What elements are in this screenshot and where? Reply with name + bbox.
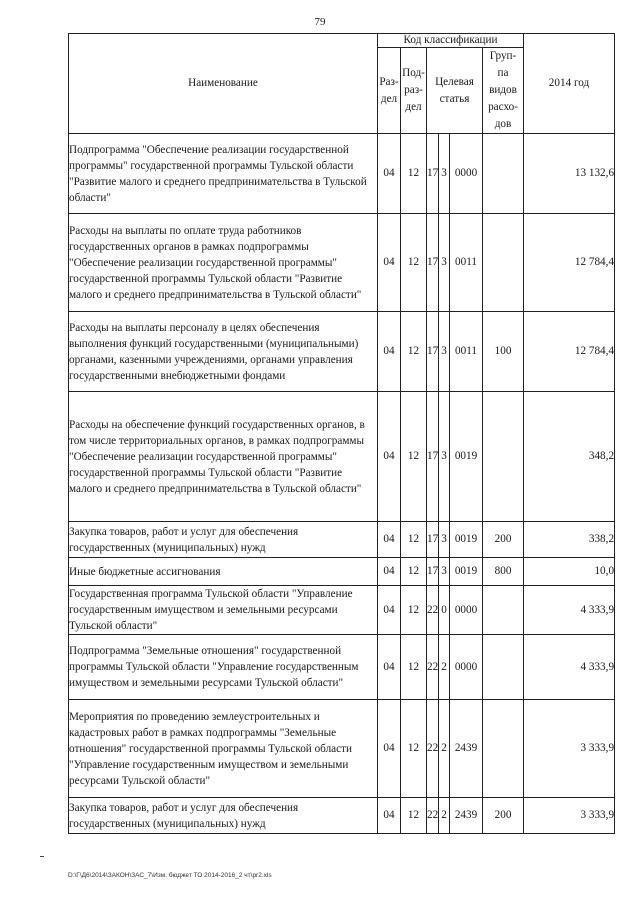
- row-subsection: 12: [401, 522, 427, 558]
- row-target-subprogram: 3: [439, 312, 450, 392]
- row-expense-group: [483, 586, 524, 635]
- row-expense-group: 800: [483, 558, 524, 586]
- row-target-item: 0000: [450, 134, 483, 214]
- row-name: Закупка товаров, работ и услуг для обеспечения государственных (муниципальных) нужд: [69, 798, 378, 834]
- row-section: 04: [378, 586, 401, 635]
- row-target-item: 0011: [450, 312, 483, 392]
- header-classification-code: Код классификации: [378, 34, 524, 48]
- row-expense-group: [483, 700, 524, 798]
- row-subsection: 12: [401, 635, 427, 700]
- row-subsection: 12: [401, 392, 427, 522]
- row-amount: 12 784,4: [524, 312, 615, 392]
- row-section: 04: [378, 312, 401, 392]
- table-row: [69, 798, 615, 834]
- row-name: Закупка товаров, работ и услуг для обеспечения государственных (муниципальных) нужд: [69, 522, 378, 558]
- row-target-program: 17: [427, 392, 439, 522]
- row-target-subprogram: 3: [439, 134, 450, 214]
- header-year: 2014 год: [524, 34, 615, 134]
- row-subsection: 12: [401, 586, 427, 635]
- row-expense-group: 100: [483, 312, 524, 392]
- header-subsection: Под- раз- дел: [401, 48, 427, 134]
- row-target-item: 0011: [450, 214, 483, 312]
- table-row: [69, 558, 615, 586]
- row-section: 04: [378, 558, 401, 586]
- row-target-program: 17: [427, 134, 439, 214]
- row-amount: 4 333,9: [524, 586, 615, 635]
- table-row: [69, 635, 615, 700]
- table-row: [69, 700, 615, 798]
- row-name: Государственная программа Тульской области "Управление государственным имуществом и земельными ресурсами Тульской области": [69, 586, 378, 635]
- header-name: Наименование: [69, 34, 378, 134]
- row-section: 04: [378, 700, 401, 798]
- row-target-item: 0000: [450, 586, 483, 635]
- header-target-article: Целевая статья: [427, 48, 483, 134]
- table-row: [69, 522, 615, 558]
- row-section: 04: [378, 798, 401, 834]
- row-target-item: 2439: [450, 798, 483, 834]
- row-name: Мероприятия по проведению землеустроительных и кадастровых работ в рамках подпрограммы "Земельные отношения" государственной программы Тульской области "Управление государственным имуществом и земельными ресурсами Тульской области": [69, 700, 378, 798]
- row-target-subprogram: 3: [439, 558, 450, 586]
- row-target-item: 2439: [450, 700, 483, 798]
- row-target-program: 17: [427, 214, 439, 312]
- row-name: Расходы на выплаты персоналу в целях обеспечения выполнения функций государственными (муниципальными) органами, казенными учреждениями, органами управления государственными внебюджетными фондами: [69, 312, 378, 392]
- row-name: Расходы на обеспечение функций государственных органов, в том числе территориальных органов, в рамках подпрограммы "Обеспечение реализации государственной программы" государственной программы Тульской области "Развитие малого и среднего предпринимательства в Тульской области": [69, 392, 378, 522]
- row-expense-group: 200: [483, 798, 524, 834]
- row-subsection: 12: [401, 214, 427, 312]
- row-amount: 10,0: [524, 558, 615, 586]
- row-subsection: 12: [401, 798, 427, 834]
- row-name: Подпрограмма "Обеспечение реализации государственной программы" государственной программы Тульской области "Развитие малого и среднего предпринимательства в Тульской области": [69, 134, 378, 214]
- row-target-subprogram: 2: [439, 798, 450, 834]
- row-target-program: 22: [427, 700, 439, 798]
- row-target-subprogram: 0: [439, 586, 450, 635]
- row-amount: 3 333,9: [524, 700, 615, 798]
- row-target-program: 22: [427, 586, 439, 635]
- scan-mark: [40, 856, 44, 857]
- row-target-program: 17: [427, 558, 439, 586]
- table-row: [69, 586, 615, 635]
- row-amount: 338,2: [524, 522, 615, 558]
- row-target-program: 17: [427, 312, 439, 392]
- row-target-program: 17: [427, 522, 439, 558]
- row-section: 04: [378, 635, 401, 700]
- row-amount: 12 784,4: [524, 214, 615, 312]
- row-subsection: 12: [401, 558, 427, 586]
- budget-table: [68, 33, 615, 834]
- row-name: Подпрограмма "Земельные отношения" государственной программы Тульской области "Управление государственным имуществом и земельными ресурсами Тульской области": [69, 635, 378, 700]
- row-target-subprogram: 3: [439, 214, 450, 312]
- row-expense-group: [483, 214, 524, 312]
- row-target-subprogram: 3: [439, 522, 450, 558]
- row-expense-group: [483, 635, 524, 700]
- row-target-program: 22: [427, 635, 439, 700]
- row-target-subprogram: 2: [439, 700, 450, 798]
- table-row: [69, 392, 615, 522]
- row-target-item: 0019: [450, 392, 483, 522]
- table-row: [69, 214, 615, 312]
- file-path-footer: D:\Г\Д6\2014\ЗАКОН\ЗАС_7\Изм. бюджет ТО 2014-2016_2 чт\pr2.xls: [68, 872, 272, 879]
- row-amount: 4 333,9: [524, 635, 615, 700]
- row-subsection: 12: [401, 700, 427, 798]
- row-name: Расходы на выплаты по оплате труда работников государственных органов в рамках подпрограммы "Обеспечение реализации государственной программы" государственной программы Тульской области "Развитие малого и среднего предпринимательства в Тульской области": [69, 214, 378, 312]
- row-expense-group: [483, 392, 524, 522]
- row-amount: 3 333,9: [524, 798, 615, 834]
- row-subsection: 12: [401, 134, 427, 214]
- row-section: 04: [378, 522, 401, 558]
- row-section: 04: [378, 214, 401, 312]
- row-expense-group: [483, 134, 524, 214]
- row-amount: 348,2: [524, 392, 615, 522]
- header-expense-group: Груп- па видов расхо- дов: [483, 48, 524, 134]
- table-row: [69, 134, 615, 214]
- row-section: 04: [378, 134, 401, 214]
- row-expense-group: 200: [483, 522, 524, 558]
- row-name: Иные бюджетные ассигнования: [69, 558, 378, 586]
- page-number: 79: [314, 16, 326, 28]
- row-section: 04: [378, 392, 401, 522]
- row-target-item: 0019: [450, 522, 483, 558]
- table-row: [69, 312, 615, 392]
- row-target-item: 0019: [450, 558, 483, 586]
- row-target-program: 22: [427, 798, 439, 834]
- row-amount: 13 132,6: [524, 134, 615, 214]
- row-target-subprogram: 3: [439, 392, 450, 522]
- row-target-item: 0000: [450, 635, 483, 700]
- header-section: Раз- дел: [378, 48, 401, 134]
- row-target-subprogram: 2: [439, 635, 450, 700]
- row-subsection: 12: [401, 312, 427, 392]
